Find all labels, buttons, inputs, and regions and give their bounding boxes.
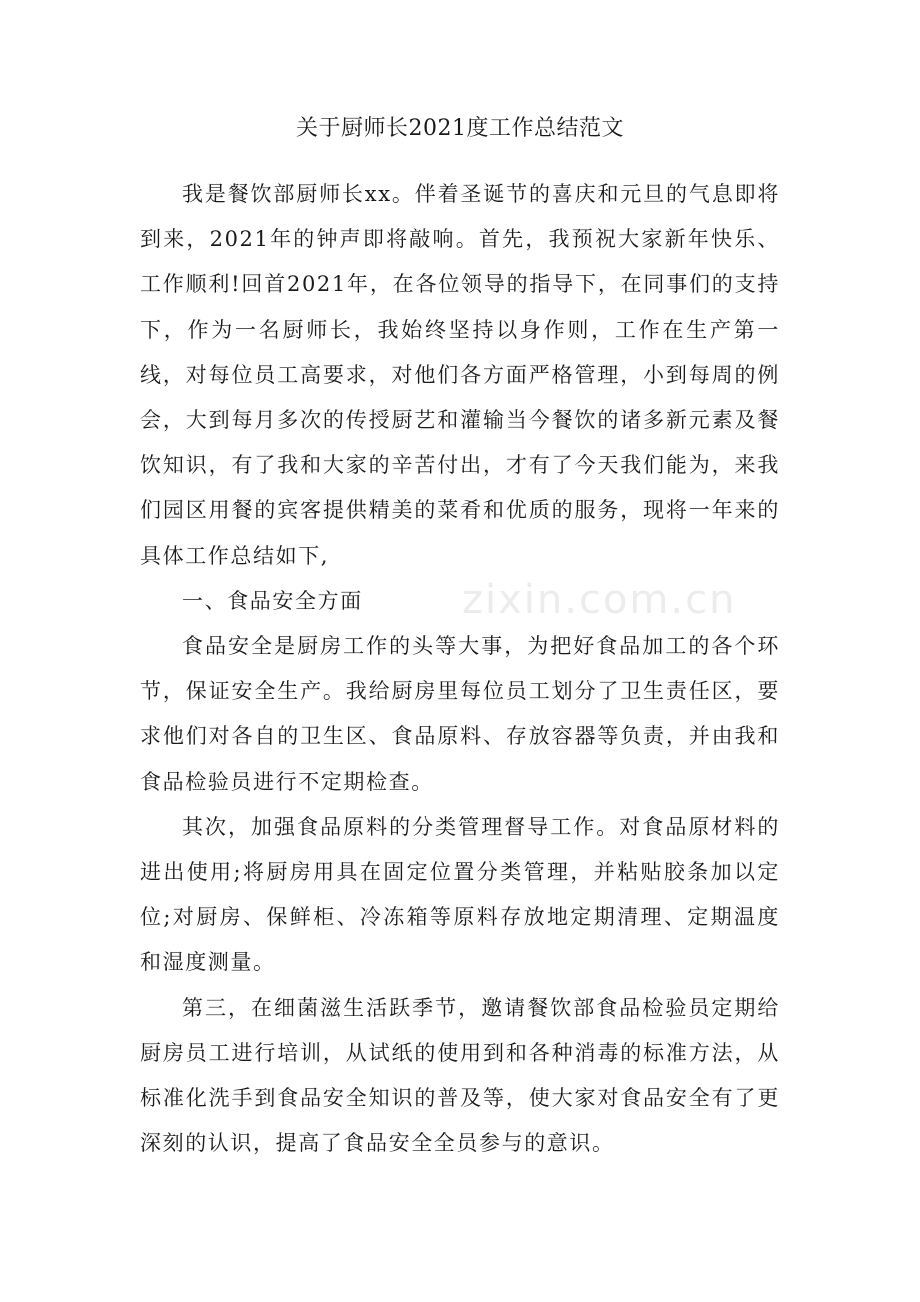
paragraph-thirdly: 第三，在细菌滋生活跃季节，邀请餐饮部食品检验员定期给厨房员工进行培训，从试纸的使用到和各种消毒的标准方法，从标准化洗手到食品安全知识的普及等，使大家对食品安全有了更深刻的认识，提高了食品安全全员参与的意识。 xyxy=(140,995,780,1156)
paragraph-secondly: 其次，加强食品原料的分类管理督导工作。对食品原材料的进出使用;将厨房用具在固定位置分类管理，并粘贴胶条加以定位;对厨房、保鲜柜、冷冻箱等原料存放地定期清理、定期温度和湿度测量。 xyxy=(140,814,780,975)
document-title: 关于厨师长2021度工作总结范文 xyxy=(296,116,624,141)
document-body xyxy=(140,172,780,1166)
section-heading-food-safety: 一、食品安全方面 xyxy=(182,588,363,613)
paragraph-food-safety: 食品安全是厨房工作的头等大事，为把好食品加工的各个环节，保证安全生产。我给厨房里每位员工划分了卫生责任区，要求他们对各自的卫生区、食品原料、存放容器等负责，并由我和食品检验员进行不定期检查。 xyxy=(140,634,780,794)
watermark: zixin.com.cn xyxy=(462,577,737,623)
paragraph-intro: 我是餐饮部厨师长xx。伴着圣诞节的喜庆和元旦的气息即将到来，2021年的钟声即将敲响。首先，我预祝大家新年快乐、工作顺利!回首2021年，在各位领导的指导下，在同事们的支持下，作为一名厨师长，我始终坚持以身作则，工作在生产第一线，对每位员工高要求，对他们各方面严格管理，小到每周的例会，大到每月多次的传授厨艺和灌输当今餐饮的诸多新元素及餐饮知识，有了我和大家的辛苦付出，才有了今天我们能为，来我们园区用餐的宾客提供精美的菜肴和优质的服务，现将一年来的具体工作总结如下, xyxy=(140,182,780,568)
